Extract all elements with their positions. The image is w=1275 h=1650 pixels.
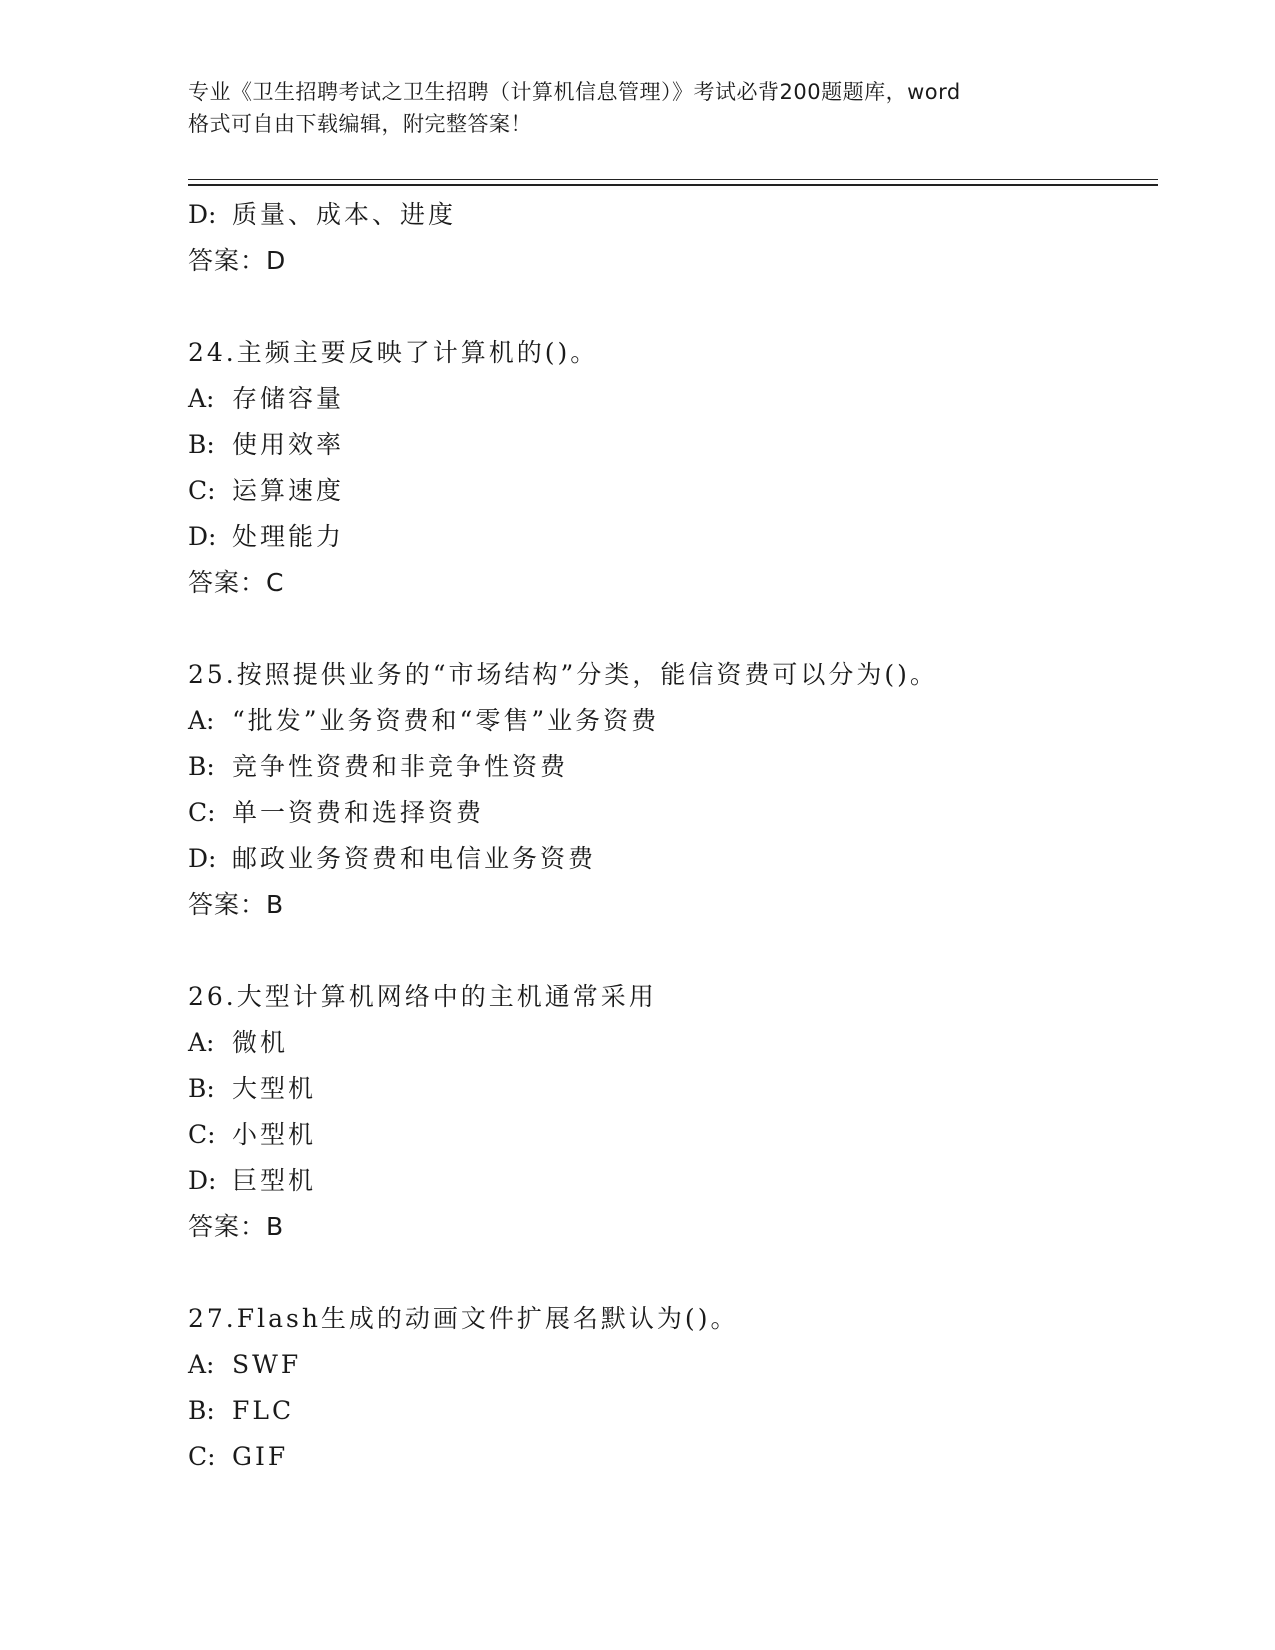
question-stem: 27.Flash生成的动画文件扩展名默认为()。: [188, 1304, 739, 1333]
question-stem: 26.大型计算机网络中的主机通常采用: [188, 982, 657, 1011]
option-a: [188, 1020, 1158, 1066]
option-letter: C:: [188, 1442, 216, 1471]
option-c: [188, 790, 1158, 836]
option-letter: B:: [188, 430, 215, 459]
option-c: [188, 1434, 1158, 1480]
question-24: [188, 330, 1158, 606]
option-letter: B:: [188, 752, 215, 781]
header-divider-thin: [188, 179, 1158, 180]
option-letter: B:: [188, 1396, 215, 1425]
option-letter: C:: [188, 1120, 216, 1149]
option-d: [188, 514, 1158, 560]
option-c: [188, 1112, 1158, 1158]
option-text: 使用效率: [232, 430, 345, 459]
option-text: 质量、成本、进度: [232, 200, 457, 229]
answer-line: 答案：C: [188, 568, 285, 597]
question-27: [188, 1296, 1158, 1480]
option-text: “批发”业务资费和“零售”业务资费: [232, 706, 660, 735]
header-line-2: 格式可自由下载编辑，附完整答案！: [188, 112, 532, 136]
header-line-1: 专业《卫生招聘考试之卫生招聘（计算机信息管理）》考试必背200题题库，word: [188, 80, 961, 104]
option-letter: D:: [188, 522, 217, 551]
option-a: [188, 376, 1158, 422]
option-d: [188, 836, 1158, 882]
question-26: [188, 974, 1158, 1250]
option-letter: A:: [188, 706, 215, 735]
option-d: [188, 192, 1158, 238]
option-c: [188, 468, 1158, 514]
option-letter: A:: [188, 1350, 215, 1379]
option-letter: C:: [188, 798, 216, 827]
question-list: [188, 192, 1158, 1480]
option-text: 存储容量: [232, 384, 345, 413]
option-text: 竞争性资费和非竞争性资费: [232, 752, 569, 781]
option-text: 单一资费和选择资费: [232, 798, 485, 827]
option-letter: D:: [188, 1166, 217, 1195]
option-b: [188, 1388, 1158, 1434]
question-stem: 24.主频主要反映了计算机的()。: [188, 338, 599, 367]
option-text: FLC: [232, 1396, 295, 1425]
option-text: 运算速度: [232, 476, 345, 505]
option-letter: A:: [188, 1028, 215, 1057]
option-a: [188, 1342, 1158, 1388]
option-text: 处理能力: [232, 522, 345, 551]
answer-line: 答案：B: [188, 890, 285, 919]
header-divider-thick: [188, 184, 1158, 186]
answer-line: 答案：B: [188, 1212, 285, 1241]
option-text: 微机: [232, 1028, 289, 1057]
option-b: [188, 1066, 1158, 1112]
option-letter: C:: [188, 476, 216, 505]
option-text: 巨型机: [232, 1166, 317, 1195]
question-stem: 25.按照提供业务的“市场结构”分类，能信资费可以分为()。: [188, 660, 938, 689]
option-text: 大型机: [232, 1074, 317, 1103]
option-a: [188, 698, 1158, 744]
option-letter: D:: [188, 844, 217, 873]
option-letter: D:: [188, 200, 217, 229]
document-header: [188, 76, 1088, 140]
option-b: [188, 422, 1158, 468]
option-text: GIF: [232, 1442, 289, 1471]
option-text: SWF: [232, 1350, 302, 1379]
option-letter: B:: [188, 1074, 215, 1103]
answer-line: 答案：D: [188, 246, 287, 275]
option-b: [188, 744, 1158, 790]
option-text: 小型机: [232, 1120, 317, 1149]
option-d: [188, 1158, 1158, 1204]
option-letter: A:: [188, 384, 215, 413]
question-25: [188, 652, 1158, 928]
option-text: 邮政业务资费和电信业务资费: [232, 844, 597, 873]
